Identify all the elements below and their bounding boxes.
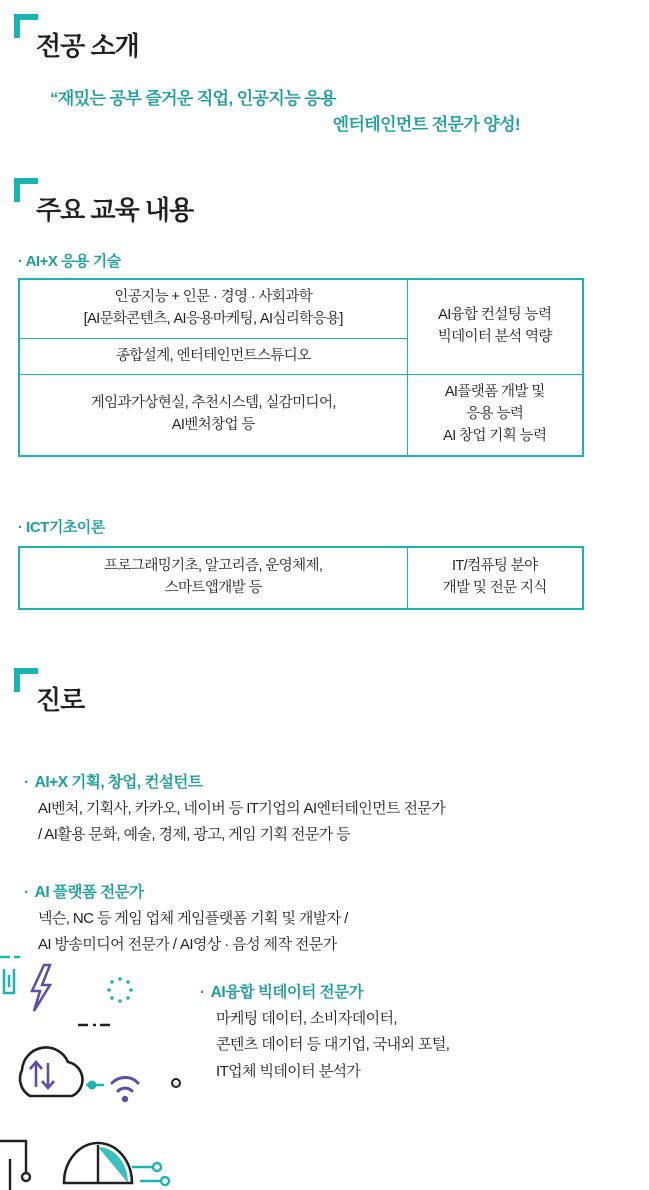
cell-line-3: AI 창업 기획 능력 bbox=[443, 427, 547, 444]
curriculum-table-1 bbox=[18, 278, 584, 457]
wifi-dot-icon bbox=[122, 1096, 128, 1102]
career-item-1 bbox=[24, 770, 634, 849]
career-item-2-line-1: 넥슨, NC 등 게임 업체 게임플랫폼 기획 및 개발자 / bbox=[38, 910, 348, 927]
corner-bracket-icon bbox=[14, 668, 38, 692]
bullet-dot-icon: · bbox=[24, 884, 29, 901]
intro-quote-line2: 엔터테인먼트 전문가 양성! bbox=[332, 115, 520, 135]
career-item-3-title bbox=[200, 980, 640, 1002]
section-intro-heading bbox=[14, 26, 139, 63]
cell-line-1: IT/컴퓨팅 분야 bbox=[451, 558, 538, 575]
curriculum-table-2 bbox=[18, 546, 584, 610]
table-row bbox=[19, 547, 583, 609]
cell-line-1: 프로그래밍기초, 알고리즘, 운영체제, bbox=[104, 558, 323, 575]
curriculum-group-2-label: · ICT기초이론 bbox=[18, 519, 105, 536]
cell-line-1: 인공지능 + 인문 · 경영 · 사회과학 bbox=[114, 289, 313, 305]
circuit-lines bbox=[0, 1141, 30, 1190]
lightning-bolt-icon bbox=[32, 965, 50, 1011]
career-item-1-line-2: / AI활용 문화, 예술, 경제, 광고, 게임 기획 전문가 등 bbox=[38, 826, 351, 844]
curriculum-group-1-label: · AI+X 응용 기술 bbox=[18, 253, 121, 270]
career-item-3-line-3: IT업체 빅데이터 분석가 bbox=[216, 1062, 361, 1080]
computer-mouse-icon bbox=[64, 1143, 132, 1183]
corner-bracket-icon bbox=[14, 14, 38, 38]
cell-competency bbox=[407, 279, 583, 375]
bracket-glyph-icon bbox=[4, 969, 14, 993]
bullet-dot-icon: · bbox=[24, 774, 29, 791]
career-item-1-title-text: AI+X 기획, 창업, 컨설턴트 bbox=[34, 774, 203, 791]
cell-line-2: 개발 및 전문 지식 bbox=[442, 580, 547, 596]
cell-line-1: 게임과가상현실, 추천시스템, 실감미디어, bbox=[90, 395, 336, 412]
cell-line-1: AI플랫폼 개발 및 bbox=[444, 384, 545, 401]
cell-courses bbox=[19, 279, 407, 338]
dotted-circle-icon bbox=[107, 977, 133, 1003]
corner-bracket-icon bbox=[14, 178, 38, 202]
bullet-dot-icon: · bbox=[200, 984, 205, 1001]
table-row bbox=[19, 375, 583, 456]
career-item-2-title-text: AI 플랫폼 전문가 bbox=[34, 884, 144, 901]
wifi-icon bbox=[112, 1077, 138, 1091]
career-item-1-title bbox=[24, 770, 634, 792]
career-heading-text: 진로 bbox=[36, 685, 85, 715]
cell-competency bbox=[407, 375, 583, 456]
cell-line-2: 응용 능력 bbox=[466, 406, 524, 422]
intro-quote-line1: “재밌는 공부 즐거운 직업, 인공지능 응용 bbox=[50, 89, 336, 108]
career-item-2-line-2: AI 방송미디어 전문가 / AI영상 · 음성 제작 전문가 bbox=[38, 936, 337, 954]
cell-line-2: [AI문화콘텐츠, AI응용마케팅, AI심리학응용] bbox=[83, 310, 343, 327]
career-item-2-title bbox=[24, 880, 634, 902]
curriculum-heading-text: 주요 교육 내용 bbox=[36, 195, 194, 225]
cell-line-2: 스마트앱개발 등 bbox=[164, 580, 262, 596]
career-item-1-line-1: AI벤처, 기획사, 카카오, 네이버 등 IT기업의 AI엔터테인먼트 전문가 bbox=[38, 800, 446, 817]
decorative-artwork bbox=[0, 945, 220, 1190]
intro-quote bbox=[50, 86, 520, 139]
intro-heading-text: 전공 소개 bbox=[36, 31, 139, 61]
circuit-lines bbox=[132, 1163, 169, 1185]
connector-line bbox=[86, 1082, 104, 1088]
section-curriculum-heading bbox=[14, 190, 193, 227]
cell-line-2: AI벤처창업 등 bbox=[171, 416, 255, 433]
career-item-3-line-2: 콘텐츠 데이터 등 대기업, 국내외 포털, bbox=[216, 1036, 450, 1054]
cloud-icon bbox=[20, 1047, 82, 1096]
small-circle-icon bbox=[172, 1079, 180, 1087]
cell-competency bbox=[407, 547, 583, 609]
table-row bbox=[19, 279, 583, 338]
career-item-3-line-1: 마케팅 데이터, 소비자데이터, bbox=[216, 1010, 397, 1027]
section-career-heading bbox=[14, 680, 84, 717]
cell-courses bbox=[19, 547, 407, 609]
cell-line-2: 빅데이터 분석 역량 bbox=[437, 329, 552, 346]
cell-courses: 종합설계, 엔터테인먼트스튜디오 bbox=[19, 338, 407, 375]
cell-line-1: AI융합 컨설팅 능력 bbox=[438, 307, 552, 324]
cell-courses bbox=[19, 375, 407, 456]
up-down-arrows-icon bbox=[30, 1062, 54, 1088]
career-item-3-title-text: AI융합 빅데이터 전문가 bbox=[210, 984, 364, 1001]
career-item-3 bbox=[200, 980, 640, 1085]
